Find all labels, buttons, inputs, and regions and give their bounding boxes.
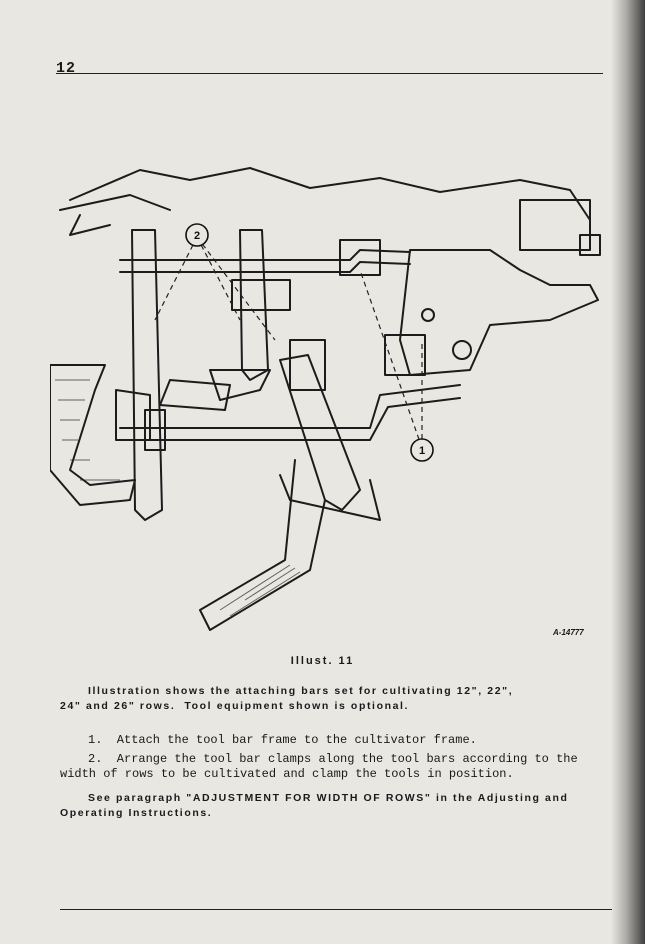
- paragraph-line: Operating Instructions.: [60, 807, 213, 819]
- page-edge-shadow: [611, 0, 645, 944]
- top-rule: [56, 73, 603, 74]
- tool-bar-illustration: [50, 140, 610, 650]
- paragraph-line: 24" and 26" rows. Tool equipment shown is optional.: [60, 700, 410, 712]
- step-1: [60, 733, 595, 748]
- callout-1: 1: [418, 445, 426, 457]
- step-2: [60, 752, 595, 782]
- paragraph-see-reference: [60, 791, 595, 821]
- callout-2: 2: [193, 230, 201, 242]
- bottom-rule: [60, 909, 612, 910]
- paragraph-line: 1. Attach the tool bar frame to the cultivator frame.: [88, 733, 477, 747]
- paragraph-line: See paragraph "ADJUSTMENT FOR WIDTH OF ROWS" in the Adjusting and: [88, 792, 569, 804]
- figure-code: A-14777: [553, 628, 584, 637]
- illustration-caption: Illust. 11: [290, 655, 355, 667]
- page-number: 12: [56, 60, 77, 77]
- paragraph-line: 2. Arrange the tool bar clamps along the tool bars according to the: [88, 752, 578, 766]
- paragraph-illustration-description: [60, 684, 595, 714]
- paragraph-line: width of rows to be cultivated and clamp the tools in position.: [60, 767, 514, 781]
- paragraph-line: Illustration shows the attaching bars set for cultivating 12", 22",: [88, 685, 514, 697]
